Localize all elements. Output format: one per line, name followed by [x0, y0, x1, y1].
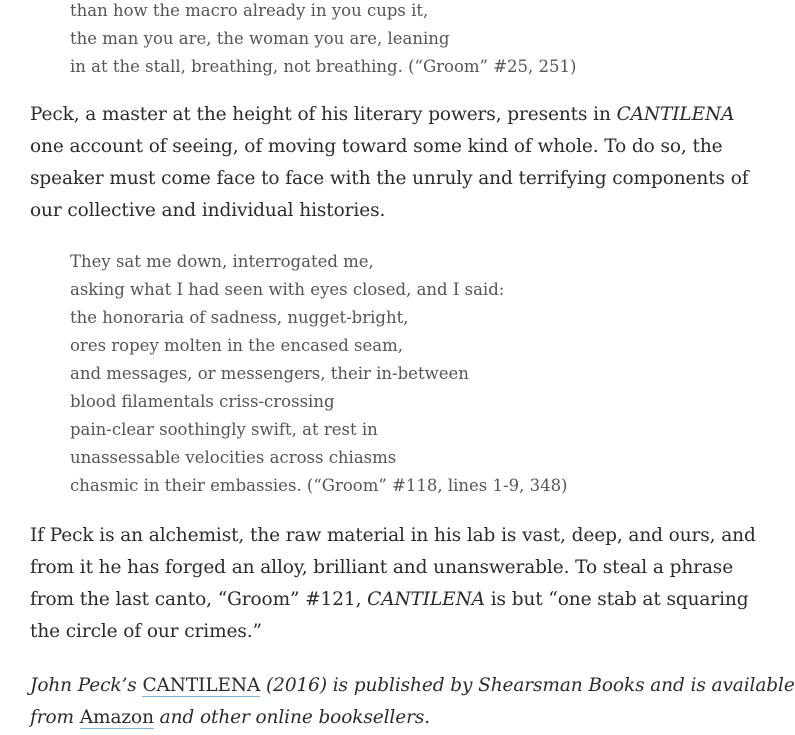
- verse-line: the man you are, the woman you are, leaning: [70, 29, 450, 48]
- amazon-link[interactable]: Amazon: [79, 707, 154, 728]
- paragraph-text: is but “one stab at squaring: [484, 589, 749, 610]
- cantilena-book-link[interactable]: CANTILENA: [142, 675, 261, 696]
- verse-line: unassessable velocities across chiasms: [70, 448, 397, 467]
- verse-line: pain-clear soothingly swift, at rest in: [70, 420, 378, 439]
- block-quote-verse-groom-118: [30, 248, 568, 500]
- paragraph-line: [30, 99, 749, 131]
- verse-line: the honoraria of sadness, nugget-bright,: [70, 308, 409, 327]
- verse-line: and messages, or messengers, their in-between: [70, 364, 469, 383]
- note-line: [30, 702, 795, 734]
- note-text: and other online booksellers.: [153, 707, 431, 728]
- paragraph-text: Peck, a master at the height of his literary powers, presents in: [30, 104, 617, 125]
- note-text: (2016) is published by Shearsman Books and is available: [260, 675, 795, 696]
- paragraph-text: from the last canto, “Groom” #121,: [30, 589, 368, 610]
- paragraph-line: one account of seeing, of moving toward some kind of whole. To do so, the: [30, 136, 723, 157]
- paragraph-master: [30, 99, 749, 227]
- paragraph-line: the circle of our crimes.”: [30, 621, 262, 642]
- note-text: from: [30, 707, 80, 728]
- book-title: CANTILENA: [616, 104, 735, 125]
- paragraph-line: [30, 584, 756, 616]
- verse-line: than how the macro already in you cups it,: [70, 1, 429, 20]
- verse-line: in at the stall, breathing, not breathing. (“Groom” #25, 251): [70, 57, 577, 76]
- block-quote-verse-top: [30, 0, 576, 81]
- verse-line: asking what I had seen with eyes closed, and I said:: [70, 280, 505, 299]
- verse-line: They sat me down, interrogated me,: [70, 252, 374, 271]
- verse-line: chasmic in their embassies. (“Groom” #118, lines 1-9, 348): [70, 476, 568, 495]
- note-line: [30, 670, 795, 702]
- note-text: John Peck’s: [30, 675, 143, 696]
- verse-line: blood filamentals criss-crossing: [70, 392, 335, 411]
- book-title: CANTILENA: [367, 589, 485, 610]
- paragraph-line: speaker must come face to face with the unruly and terrifying components of: [30, 168, 749, 189]
- paragraph-alchemist: [30, 520, 756, 648]
- paragraph-line: our collective and individual histories.: [30, 200, 386, 221]
- publication-note: [30, 670, 795, 734]
- paragraph-line: from it he has forged an alloy, brilliant and unanswerable. To steal a phrase: [30, 557, 734, 578]
- paragraph-line: If Peck is an alchemist, the raw material in his lab is vast, deep, and ours, and: [30, 525, 756, 546]
- verse-line: ores ropey molten in the encased seam,: [70, 336, 404, 355]
